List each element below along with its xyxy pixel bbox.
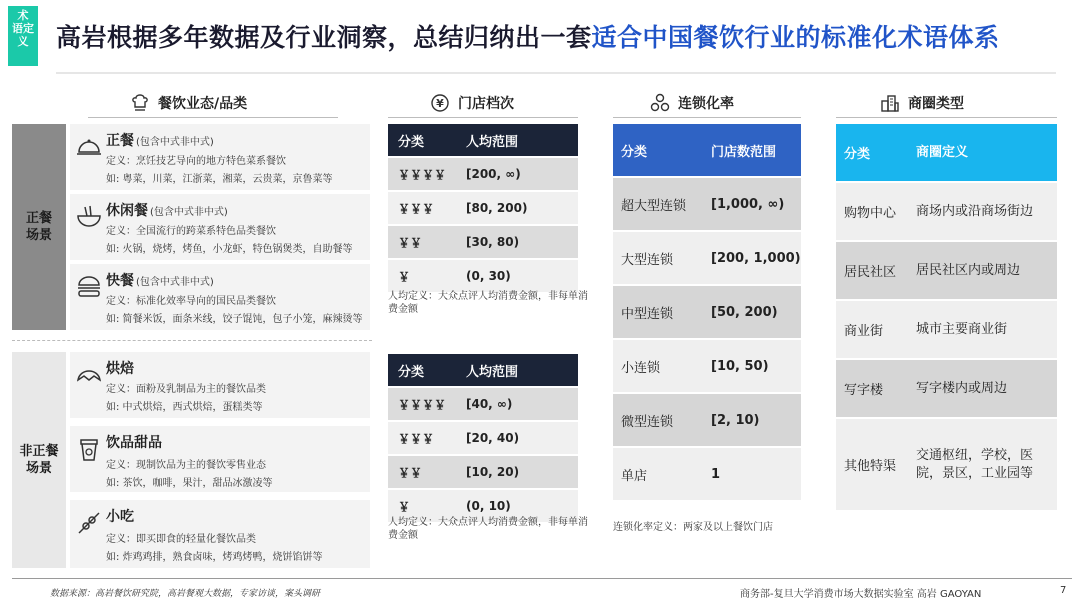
table-cell: 写字楼 <box>844 383 884 398</box>
tag-line-1: 术 <box>17 9 29 22</box>
tag-line-3: 义 <box>17 35 29 48</box>
section-tag <box>8 6 38 66</box>
table-row <box>388 456 578 488</box>
header-cell: 分类 <box>613 124 703 176</box>
table-cell: [200, ∞) <box>466 167 521 181</box>
table-row <box>388 192 578 224</box>
scene-formal-line-2: 场景 <box>25 228 52 243</box>
chain-nodes-icon <box>650 93 670 113</box>
category-examples: 如: 茶饮，咖啡，果汁，甜品冰激凌等 <box>106 478 273 489</box>
category-name: 正餐 <box>106 133 134 149</box>
table-cell: [40, ∞) <box>466 397 513 411</box>
table-cell: 超大型连锁 <box>621 198 687 214</box>
table-row <box>613 448 801 500</box>
section-header-price <box>430 92 514 114</box>
table-row <box>613 340 801 392</box>
table-cell: [30, 80) <box>466 235 520 249</box>
table-cell: 1 <box>711 466 721 482</box>
business-table <box>836 124 1057 512</box>
table-row <box>836 183 1057 240</box>
drink-cup-icon <box>76 436 102 462</box>
table-cell: [10, 50) <box>711 358 769 374</box>
section-header-category <box>130 92 247 114</box>
section-header-business <box>880 92 964 114</box>
table-cell: ￥￥ <box>398 235 423 250</box>
table-cell: ￥￥￥￥ <box>398 397 447 412</box>
category-card-drinks-desserts <box>70 426 370 492</box>
table-cell: [1,000, ∞) <box>711 196 785 212</box>
organization-credit: 商务部-复旦大学消费市场大数据实验室 高岩 GAOYAN <box>740 589 982 600</box>
category-definition: 定义：烹饪技艺导向的地方特色菜系餐饮 <box>106 156 286 167</box>
scene-informal-line-2: 场景 <box>25 461 52 476</box>
table-cell: 中型连锁 <box>621 306 674 322</box>
chain-table <box>613 124 801 502</box>
table-row <box>388 422 578 454</box>
table-cell: 购物中心 <box>844 206 897 221</box>
category-definition: 定义：面粉及乳制品为主的餐饮品类 <box>106 384 266 395</box>
table-row <box>613 394 801 446</box>
category-examples: 如: 火锅，烧烤，烤鱼，小龙虾，特色锅煲类，自助餐等 <box>106 244 353 255</box>
category-title <box>106 358 134 378</box>
section-title-chain: 连锁化率 <box>678 96 734 112</box>
table-cell: ￥￥￥ <box>398 201 435 216</box>
category-title <box>106 506 134 526</box>
header-cell: 商圈定义 <box>906 124 1057 181</box>
table-cell: (0, 10) <box>466 499 511 513</box>
section-header-chain <box>650 92 734 114</box>
table-cell: 写字楼内或周边 <box>916 380 1008 396</box>
data-source: 数据来源：高岩餐饮研究院，高岩餐观大数据，专家访谈，案头调研 <box>50 589 321 599</box>
category-note: (包含中式非中式) <box>136 137 214 148</box>
table-cell: 小连锁 <box>621 360 661 376</box>
table-cell: [80, 200) <box>466 201 528 215</box>
table-cell: 其他特渠 <box>844 459 897 474</box>
category-title <box>106 200 228 220</box>
category-examples: 如: 中式烘焙，西式烘焙，蛋糕类等 <box>106 402 263 413</box>
svg-text:¥: ¥ <box>436 97 444 110</box>
category-name: 休闲餐 <box>106 203 148 219</box>
burger-icon <box>76 274 102 300</box>
table-cell: ￥￥￥ <box>398 431 435 446</box>
table-cell: ￥￥ <box>398 465 423 480</box>
table-cell: 微型连锁 <box>621 414 674 430</box>
table-row <box>836 360 1057 417</box>
header-cell: 分类 <box>388 124 458 156</box>
table-cell: 城市主要商业街 <box>916 321 1008 337</box>
section-rule-category <box>88 117 338 118</box>
price-table-formal <box>388 124 578 294</box>
table-row <box>613 178 801 230</box>
table-cell: [200, 1,000) <box>711 250 801 266</box>
section-title-price: 门店档次 <box>458 96 514 112</box>
category-name: 饮品甜品 <box>106 435 162 451</box>
table-cell: [20, 40) <box>466 431 520 445</box>
title-main: 高岩根据多年数据及行业洞察，总结归纳出一套 <box>56 23 592 52</box>
section-rule-chain <box>613 117 801 118</box>
category-card-casual-dining <box>70 194 370 260</box>
section-title-business: 商圈类型 <box>908 96 964 112</box>
chef-hat-icon <box>130 93 150 113</box>
table-row <box>388 226 578 258</box>
table-cell: [2, 10) <box>711 412 760 428</box>
table-cell: ￥￥￥￥ <box>398 167 447 182</box>
cloche-icon <box>76 134 102 160</box>
category-name: 小吃 <box>106 509 134 525</box>
table-header <box>836 124 1057 181</box>
table-cell: 商业街 <box>844 324 884 339</box>
header-cell: 分类 <box>836 124 906 181</box>
table-row <box>388 388 578 420</box>
table-header <box>388 124 578 156</box>
table-cell: 大型连锁 <box>621 252 674 268</box>
section-title-category: 餐饮业态/品类 <box>158 96 248 112</box>
noodle-bowl-icon <box>76 204 102 230</box>
category-note: (包含中式非中式) <box>150 207 228 218</box>
page-number: 7 <box>1060 585 1067 596</box>
category-note: (包含中式非中式) <box>136 277 214 288</box>
table-header <box>613 124 801 176</box>
price-table-informal <box>388 354 578 524</box>
table-cell: (0, 30) <box>466 269 511 283</box>
category-card-fast-food <box>70 264 370 330</box>
table-row <box>836 419 1057 510</box>
scene-separator <box>12 340 372 341</box>
table-cell: [50, 200) <box>711 304 778 320</box>
category-card-snacks <box>70 500 370 568</box>
table-row <box>388 158 578 190</box>
section-rule-business <box>836 117 1057 118</box>
table-row <box>388 260 578 292</box>
table-row <box>613 286 801 338</box>
table-row <box>836 301 1057 358</box>
category-examples: 如: 炸鸡鸡排，熟食卤味，烤鸡烤鸭，烧饼馅饼等 <box>106 552 323 563</box>
category-card-bakery <box>70 352 370 418</box>
category-examples: 如: 简餐米饭，面条米线，饺子馄饨，包子小笼，麻辣烫等 <box>106 314 363 325</box>
chain-note: 连锁化率定义：两家及以上餐饮门店 <box>613 522 773 533</box>
table-cell: 商场内或沿商场街边 <box>916 203 1034 219</box>
table-cell: 居民社区内或周边 <box>916 262 1021 278</box>
skewer-icon <box>76 510 102 536</box>
yen-coin-icon <box>430 93 450 113</box>
table-row <box>613 232 801 284</box>
footer-divider <box>12 578 1072 579</box>
section-rule-price <box>388 117 578 118</box>
scene-informal <box>12 352 66 568</box>
category-title <box>106 432 162 452</box>
category-name: 快餐 <box>106 273 134 289</box>
category-definition: 定义：即买即食的轻量化餐饮品类 <box>106 534 256 545</box>
page-title <box>56 18 1000 54</box>
price-note-informal: 人均定义：大众点评人均消费金额，非每单消费金额 <box>388 517 588 541</box>
table-cell: ￥ <box>398 269 411 284</box>
table-cell: 居民社区 <box>844 265 897 280</box>
table-row <box>836 242 1057 299</box>
category-definition: 定义：全国流行的跨菜系特色品类餐饮 <box>106 226 276 237</box>
tag-line-2: 语定 <box>12 22 34 35</box>
price-note-formal: 人均定义：大众点评人均消费金额，非每单消费金额 <box>388 291 588 315</box>
scene-formal <box>12 124 66 330</box>
table-cell: 单店 <box>621 468 648 484</box>
category-title <box>106 270 214 290</box>
title-divider <box>56 72 1056 74</box>
category-examples: 如: 粤菜，川菜，江浙菜，湘菜，云贵菜，京鲁菜等 <box>106 174 333 185</box>
header-cell: 人均范围 <box>458 124 578 156</box>
table-cell: ￥ <box>398 499 411 514</box>
scene-formal-line-1: 正餐 <box>25 211 52 226</box>
header-cell: 分类 <box>388 354 458 386</box>
croissant-icon <box>76 362 102 388</box>
title-highlight: 适合中国餐饮行业的标准化术语体系 <box>591 23 1000 52</box>
table-header <box>388 354 578 386</box>
table-cell: 交通枢纽，学校，医院，景区，工业园等 <box>916 447 1034 481</box>
buildings-icon <box>880 93 900 113</box>
table-cell: [10, 20) <box>466 465 520 479</box>
category-card-formal-meal <box>70 124 370 190</box>
scene-informal-line-1: 非正餐 <box>19 444 59 459</box>
category-title <box>106 130 214 150</box>
header-cell: 人均范围 <box>458 354 578 386</box>
header-cell: 门店数范围 <box>703 124 801 176</box>
category-name: 烘焙 <box>106 361 134 377</box>
category-definition: 定义：标准化效率导向的国民品类餐饮 <box>106 296 276 307</box>
category-definition: 定义：现制饮品为主的餐饮零售业态 <box>106 460 266 471</box>
